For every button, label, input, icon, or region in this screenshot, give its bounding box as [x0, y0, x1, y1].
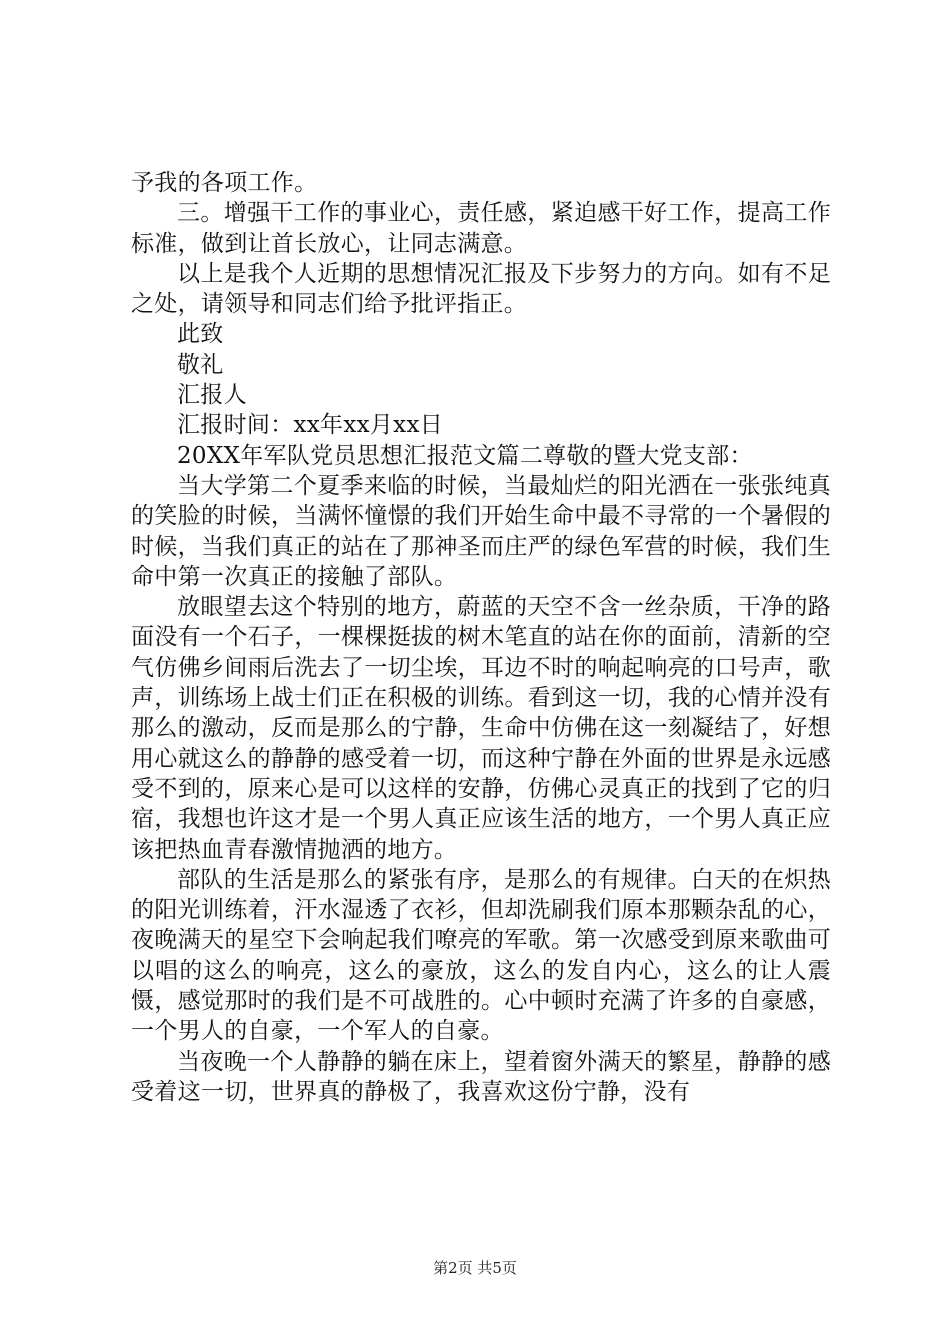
paragraph: 予我的各项工作。 [131, 170, 318, 196]
page-number-footer: 第2页 共5页 [433, 1259, 517, 1277]
paragraph: 当大学第二个夏季来临的时候，当最灿烂的阳光洒在一张张纯真的笑脸的时候，当满怀憧憬的我们开始生命中最不寻常的一个暑假的时候，当我们真正的站在了那神圣而庄严的绿色军营的时候，我们生命中第一次真正的接触了部队。 [131, 472, 831, 590]
paragraph: 三。增强干工作的事业心，责任感，紧迫感干好工作，提高工作标准，做到让首长放心，让同志满意。 [131, 200, 831, 257]
paragraph: 当夜晚一个人静静的躺在床上，望着窗外满天的繁星，静静的感受着这一切，世界真的静极了，我喜欢这份宁静，没有 [131, 1048, 831, 1105]
salutation-line: 此致 [177, 321, 224, 348]
salutation-line: 敬礼 [177, 351, 224, 378]
document-body [131, 168, 831, 1107]
paragraph: 以上是我个人近期的思想情况汇报及下步努力的方向。如有不足之处，请领导和同志们给予批评指正。 [131, 260, 831, 318]
reporter-line: 汇报人 [177, 382, 247, 409]
section-heading: 20XX年军队党员思想汇报范文篇二尊敬的暨大党支部： [177, 442, 753, 469]
paragraph: 放眼望去这个特别的地方，蔚蓝的天空不含一丝杂质，干净的路面没有一个石子，一棵棵挺拔的树木笔直的站在你的面前，清新的空气仿佛乡间雨后洗去了一切尘埃，耳边不时的响起响亮的口号声，歌声，训练场上战士们正在积极的训练。看到这一切，我的心情并没有那么的激动，反而是那么的宁静，生命中仿佛在这一刻凝结了，好想用心就这么的静静的感受着一切，而这种宁静在外面的世界是永远感受不到的，原来心是可以这样的安静，仿佛心灵真正的找到了它的归宿，我想也许这才是一个男人真正应该生活的地方，一个男人真正应该把热血青春激情抛洒的地方。 [131, 594, 831, 863]
paragraph: 部队的生活是那么的紧张有序，是那么的有规律。白天的在炽热的阳光训练着，汗水湿透了衣衫，但却洗刷我们原本那颗杂乱的心，夜晚满天的星空下会响起我们嘹亮的军歌。第一次感受到原来歌曲可以唱的这么的响亮，这么的豪放，这么的发自内心，这么的让人震慑，感觉那时的我们是不可战胜的。心中顿时充满了许多的自豪感，一个男人的自豪，一个军人的自豪。 [131, 866, 831, 1045]
report-date-line: 汇报时间：xx年xx月xx日 [177, 412, 444, 439]
